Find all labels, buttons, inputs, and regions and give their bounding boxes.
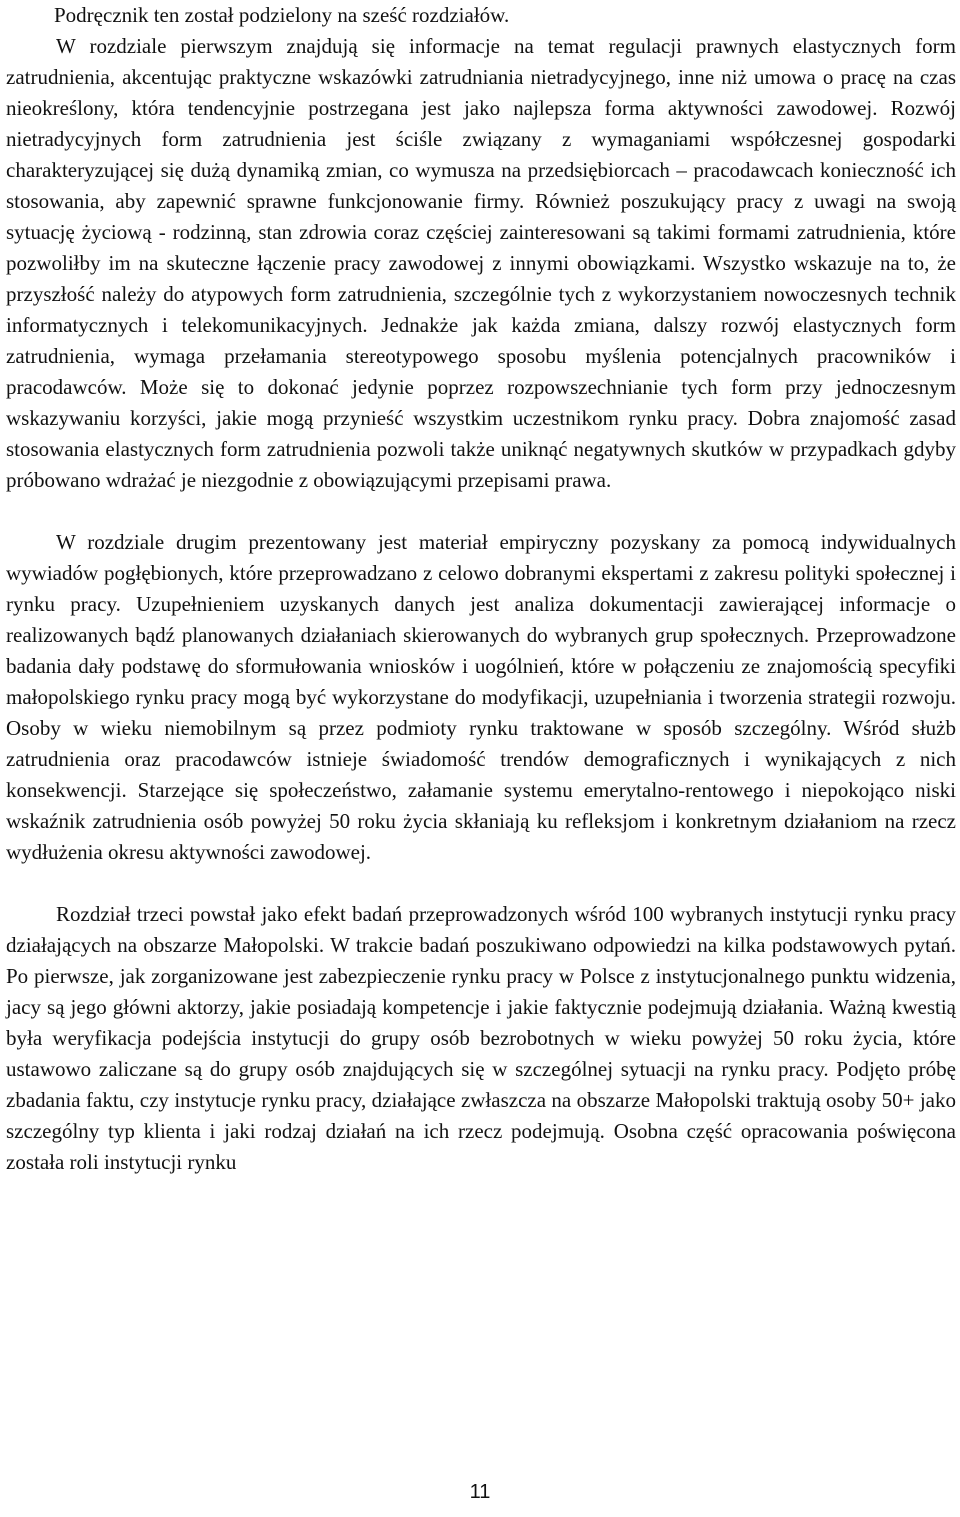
document-page — [6, 0, 956, 1178]
paragraph-chapter-three: Rozdział trzeci powstał jako efekt badań przeprowadzonych wśród 100 wybranych instytucji rynku pracy działających na obszarze Małopolski. W trakcie badań poszukiwano odpowiedzi na kilka podstawowych pytań. Po pierwsze, jak zorganizowane jest zabezpieczenie rynku pracy w Polsce z instytucjonalnego punktu widzenia, jacy są jego główni aktorzy, jakie posiadają kompetencje i jakie faktycznie podejmują działania. Ważną kwestią była weryfikacja podejścia instytucji do grupy osób bezrobotnych w wieku powyżej 50 roku życia, które ustawowo zaliczane są do grupy osób znajdujących się w szczególnej sytuacji na rynku pracy. Podjęto próbę zbadania faktu, czy instytucje rynku pracy, działające zwłaszcza na obszarze Małopolski traktują osoby 50+ jako szczególny typ klienta i jaki rodzaj działań na ich rzecz podejmują. Osobna część opracowania poświęcona została roli instytucji rynku — [6, 902, 956, 1174]
paragraph-chapter-two: W rozdziale drugim prezentowany jest materiał empiryczny pozyskany za pomocą indywidualnych wywiadów pogłębionych, które przeprowadzano z celowo dobranymi ekspertami z zakresu polityki społecznej i rynku pracy. Uzupełnieniem uzyskanych danych jest analiza dokumentacji zawierającej informacje o realizowanych bądź planowanych działaniach skierowanych do wybranych grup społecznych. Przeprowadzone badania dały podstawę do sformułowania wniosków i uogólnień, które w połączeniu ze znajomością specyfiki małopolskiego rynku pracy mogą być wykorzystane do modyfikacji, uzupełniania i tworzenia strategii rozwoju. Osoby w wieku niemobilnym są przez podmioty rynku traktowane w sposób szczególny. Wśród służb zatrudnienia oraz pracodawców istnieje świadomość trendów demograficznych i wynikających z nich konsekwencji. Starzejące się społeczeństwo, załamanie systemu emerytalno-rentowego i niepokojąco niski wskaźnik zatrudnienia osób powyżej 50 roku życia skłaniają ku refleksjom i konkretnym działaniom na rzecz wydłużenia okresu aktywności zawodowej. — [6, 530, 956, 864]
page-number: 11 — [469, 1481, 491, 1503]
paragraph-intro: Podręcznik ten został podzielony na sześć rozdziałów. — [54, 3, 510, 27]
paragraph-chapter-one: W rozdziale pierwszym znajdują się informacje na temat regulacji prawnych elastycznych form zatrudnienia, akcentując praktyczne wskazówki zatrudniania nietradycyjnego, inne niż umowa o pracę na czas nieokreślony, która tendencyjnie postrzegana jest jako najlepsza forma aktywności zawodowej. Rozwój nietradycyjnych form zatrudnienia jest ściśle związany z wymaganiami współczesnej gospodarki charakteryzującej się dużą dynamiką zmian, co wymusza na przedsiębiorcach – pracodawcach konieczność ich stosowania, aby zapewnić sprawne funkcjonowanie firmy. Również poszukujący pracy z uwagi na swoją sytuację życiową - rodzinną, stan zdrowia coraz częściej zainteresowani są takimi formami zatrudnienia, które pozwoliłby im na skuteczne łączenie pracy zawodowej z innymi obowiązkami. Wszystko wskazuje na to, że przyszłość należy do atypowych form zatrudnienia, szczególnie tych z wykorzystaniem nowoczesnych technik informatycznych i telekomunikacyjnych. Jednakże jak każda zmiana, dalszy rozwój elastycznych form zatrudnienia, wymaga przełamania stereotypowego sposobu myślenia potencjalnych pracowników i pracodawców. Może się to dokonać jedynie poprzez rozpowszechnianie tych form przy jednoczesnym wskazywaniu korzyści, jakie mogą przynieść wszystkim uczestnikom rynku pracy. Dobra znajomość zasad stosowania elastycznych form zatrudnienia pozwoli także uniknąć negatywnych skutków w przypadkach gdyby próbowano wdrażać je niezgodnie z obowiązującymi przepisami prawa. — [6, 34, 956, 492]
